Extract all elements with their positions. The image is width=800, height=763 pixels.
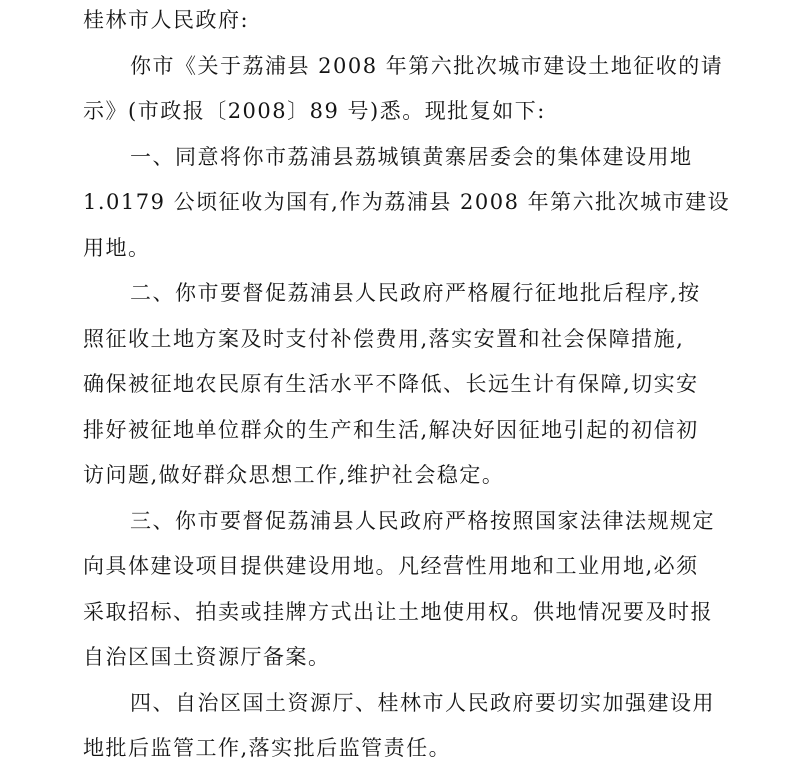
item-3-line-3: 采取招标、拍卖或挂牌方式出让土地使用权。供地情况要及时报 [83,599,713,624]
item-1-line-2: 1.0179 公顷征收为国有,作为荔浦县 2008 年第六批次城市建设 [83,190,731,214]
intro-line-2: 示》(市政报〔2008〕89 号)悉。现批复如下: [83,99,546,123]
item-1-line-3: 用地。 [83,235,151,260]
item-2-line-3: 确保被征地农民原有生活水平不降低、长远生计有保障,切实安 [83,372,699,396]
item-3-line-2: 向具体建设项目提供建设用地。凡经营性用地和工业用地,必须 [83,554,699,578]
item-3-line-1: 三、你市要督促荔浦县人民政府严格按照国家法律法规规定 [130,508,715,533]
item-2-line-1: 二、你市要督促荔浦县人民政府严格履行征地批后程序,按 [130,281,701,305]
item-4-line-2: 地批后监管工作,落实批后监管责任。 [83,736,452,760]
item-2-line-5: 访问题,做好群众思想工作,维护社会稳定。 [83,463,505,487]
intro-line-1: 你市《关于荔浦县 2008 年第六批次城市建设土地征收的请 [130,53,724,78]
item-1-line-1: 一、同意将你市荔浦县荔城镇黄寨居委会的集体建设用地 [130,144,693,169]
item-2-line-4: 排好被征地单位群众的生产和生活,解决好因征地引起的初信初 [83,417,699,442]
item-2-line-2: 照征收土地方案及时支付补偿费用,落实安置和社会保障措施, [83,326,685,351]
addressee: 桂林市人民政府: [83,8,250,32]
item-4-line-1: 四、自治区国土资源厅、桂林市人民政府要切实加强建设用 [130,690,715,715]
item-3-line-4: 自治区国土资源厅备案。 [83,645,331,669]
